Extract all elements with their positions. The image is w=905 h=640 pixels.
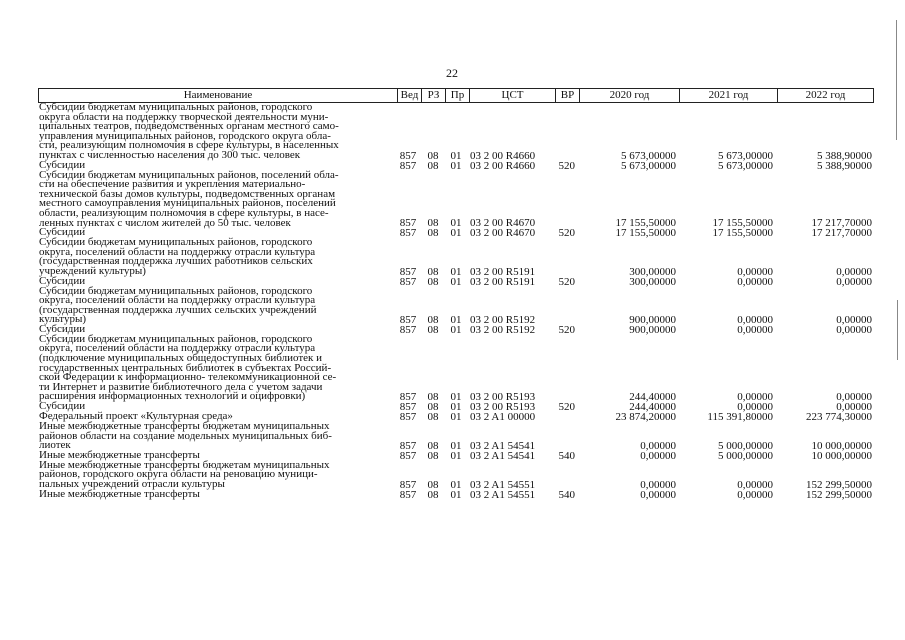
row-name-line: Субсидии бюджетам муниципальных районов, городского [39,236,313,249]
table-row [38,332,874,404]
ved-code: 857 [399,401,417,414]
amount-2020: 23 874,20000 [615,411,676,424]
row-name-line: Субсидии бюджетам муниципальных районов, городского [39,284,313,297]
section-code: 08 [427,313,439,326]
amount-2022: 152 299,50000 [806,478,872,491]
row-name-line: Федеральный проект «Культурная среда» [39,410,233,423]
amount-2020: 300,00000 [629,265,676,278]
amount-2021: 5 000,00000 [718,439,773,452]
amount-2021: 0,00000 [737,313,773,326]
row-name-line: Субсидии [39,322,86,335]
row-name [38,284,394,326]
amount-2021: 17 155,50000 [712,227,773,240]
row-name-line: лиотек [39,439,71,452]
scan-edge-mark [897,300,898,360]
target-item-code: 03 2 00 R4660 [470,159,536,172]
row-name-line: ленных пунктах с числом жителей до 50 тыс. человек [39,216,291,229]
subsection-code: 01 [450,227,462,240]
budget-table-body [38,103,874,500]
target-item-code: 03 2 A1 54541 [470,439,536,452]
row-name [38,238,394,276]
row-name-line: технической базы домов культуры, подведомственных органам [39,187,336,200]
target-item-code: 03 2 A1 54541 [470,449,536,462]
subsection-code: 01 [450,149,462,162]
ved-code: 857 [399,313,417,326]
header-rz: РЗ [421,89,445,102]
amount-2020: 244,40000 [629,391,676,404]
row-name-line: Иные межбюджетные трансферты [39,448,200,461]
row-name-line: Иные межбюджетные трансферты бюджетам муниципальных [39,458,330,471]
subsection-code: 01 [450,488,462,501]
ved-code: 857 [399,478,417,491]
amount-2020: 0,00000 [640,488,676,501]
amount-2022: 152 299,50000 [806,488,872,501]
row-name-line: (государственная поддержка лучших сельских учреждений [39,303,317,316]
amount-2020: 900,00000 [629,313,676,326]
row-name-line: округа области на поддержку творческой деятельности муни- [39,110,329,123]
ved-code: 857 [399,227,417,240]
row-name-line: Субсидии [39,158,86,171]
expense-type-code: 520 [558,323,575,336]
header-ved: Вед [397,89,421,102]
section-code: 08 [427,401,439,414]
row-name-line: округа, поселений области на поддержку отрасли культура [39,294,316,307]
section-code: 08 [427,488,439,501]
row-name-line: округа, поселений области на поддержку отрасли культура [39,342,316,355]
row-name-line: расширения информационных технологий и оцифровки) [39,390,306,403]
row-name-line: местного самоуправления муниципальных районов, поселений [39,197,336,210]
row-name-line: Субсидии бюджетам муниципальных районов, поселений обла- [39,168,339,181]
section-code: 08 [427,227,439,240]
subsection-code: 01 [450,323,462,336]
target-item-code: 03 2 00 R5192 [470,313,536,326]
header-cst: ЦСТ [469,89,555,102]
target-item-code: 03 2 00 R4670 [470,227,536,240]
section-code: 08 [427,449,439,462]
amount-2021: 0,00000 [737,391,773,404]
ved-code: 857 [399,265,417,278]
target-item-code: 03 2 00 R5193 [470,391,536,404]
table-row [38,168,874,230]
row-name-line: культуры) [39,313,87,326]
amount-2022: 5 388,90000 [817,159,872,172]
ved-code: 857 [399,149,417,162]
row-name [38,458,394,490]
row-name-line: сти на обеспечение развития и укрепления материально- [39,178,306,191]
section-code: 08 [427,411,439,424]
section-code: 08 [427,275,439,288]
amount-2022: 0,00000 [836,313,872,326]
table-row [38,284,874,326]
target-item-code: 03 2 00 R5193 [470,401,536,414]
row-name [38,168,394,229]
row-name-line: пунктах с численностью населения до 300 тыс. человек [39,148,301,161]
amount-2020: 244,40000 [629,401,676,414]
page-number: 22 [446,66,458,80]
amount-2022: 10 000,00000 [811,439,872,452]
amount-2021: 17 155,50000 [712,217,773,230]
ved-code: 857 [399,275,417,288]
expense-type-code: 540 [558,488,575,501]
ved-code: 857 [399,449,417,462]
subsection-code: 01 [450,439,462,452]
table-row [38,422,874,451]
subsection-code: 01 [450,275,462,288]
row-name [38,422,394,451]
row-name-line: (подключение муниципальных общедоступных библиотек и [39,352,323,365]
row-name-line: управления муниципальных районов, городского округа обла- [39,129,331,142]
row-name-line: ти Интернет и развитие библиотечного дела с учетом задачи [39,380,323,393]
section-code: 08 [427,391,439,404]
ved-code: 857 [399,217,417,230]
subsection-code: 01 [450,449,462,462]
subsection-code: 01 [450,265,462,278]
amount-2021: 5 673,00000 [718,159,773,172]
row-name-line: области, реализующим полномочия в сфере культуры, в насе- [39,206,329,219]
ved-code: 857 [399,391,417,404]
header-2022: 2022 год [777,89,873,102]
scan-edge-mark [896,20,897,140]
subsection-code: 01 [450,159,462,172]
amount-2022: 5 388,90000 [817,149,872,162]
amount-2021: 0,00000 [737,488,773,501]
amount-2022: 10 000,00000 [811,449,872,462]
target-item-code: 03 2 00 R5191 [470,265,536,278]
target-item-code: 03 2 00 R5191 [470,275,536,288]
ved-code: 857 [399,439,417,452]
amount-2020: 300,00000 [629,275,676,288]
table-row [38,103,874,161]
amount-2021: 5 673,00000 [718,149,773,162]
target-item-code: 03 2 A1 54551 [470,488,536,501]
amount-2022: 17 217,70000 [811,217,872,230]
row-name-line: пальных учреждений отрасли культуры [39,478,225,490]
target-item-code: 03 2 A1 54551 [470,478,536,491]
amount-2020: 0,00000 [640,439,676,452]
target-item-code: 03 2 A1 00000 [470,411,536,424]
table-row [38,458,874,491]
row-name-line: ской Федерации к информационно- телекоммуникационной се- [39,371,337,384]
row-name-line: Субсидии бюджетам муниципальных районов, городского [39,101,313,113]
header-name: Наименование [183,89,253,101]
subsection-code: 01 [450,478,462,491]
table-row [38,487,874,501]
row-name-line: ципальных театров, подведомственных органам местного само- [39,120,339,133]
expense-type-code: 520 [558,159,575,172]
row-name-line: Субсидии [39,226,86,239]
ved-code: 857 [399,488,417,501]
header-vr: ВР [555,89,579,102]
amount-2021: 0,00000 [737,275,773,288]
section-code: 08 [427,323,439,336]
amount-2021: 0,00000 [737,401,773,414]
amount-2021: 0,00000 [737,323,773,336]
row-name-line: районов, городского округа области на реновацию муници- [39,468,318,481]
row-name-line: Иные межбюджетные трансферты [39,487,200,500]
header-2021: 2021 год [679,89,777,102]
row-name-line: государственных центральных библиотек в субъектах Россий- [39,361,332,374]
amount-2020: 0,00000 [640,449,676,462]
table-row [38,238,874,276]
target-item-code: 03 2 00 R4660 [470,149,536,162]
expense-type-code: 520 [558,227,575,240]
row-name [38,487,394,500]
target-item-code: 03 2 00 R4670 [470,217,536,230]
subsection-code: 01 [450,391,462,404]
amount-2020: 17 155,50000 [615,227,676,240]
amount-2021: 0,00000 [737,265,773,278]
amount-2022: 0,00000 [836,391,872,404]
subsection-code: 01 [450,401,462,414]
header-pr: Пр [445,89,469,102]
row-name [38,332,394,403]
expense-type-code: 520 [558,275,575,288]
section-code: 08 [427,265,439,278]
expense-type-code: 520 [558,401,575,414]
row-name-line: Иные межбюджетные трансферты бюджетам муниципальных [39,420,330,433]
amount-2022: 0,00000 [836,265,872,278]
row-name [38,103,394,161]
row-name-line: округа, поселений области на поддержку отрасли культура [39,245,316,258]
subsection-code: 01 [450,411,462,424]
amount-2020: 900,00000 [629,323,676,336]
row-name-line: (государственная поддержка лучших работников сельских [39,255,313,268]
row-name-line: сти, реализующим полномочия в сфере культуры, в населенных [39,139,339,152]
row-name-line: районов области на создание модельных муниципальных биб- [39,429,332,442]
amount-2020: 5 673,00000 [621,149,676,162]
amount-2021: 115 391,80000 [707,411,773,424]
header-2020: 2020 год [579,89,679,102]
subsection-code: 01 [450,313,462,326]
ved-code: 857 [399,323,417,336]
amount-2022: 0,00000 [836,275,872,288]
amount-2021: 5 000,00000 [718,449,773,462]
amount-2022: 0,00000 [836,323,872,336]
amount-2020: 17 155,50000 [615,217,676,230]
row-name-line: Субсидии [39,274,86,287]
target-item-code: 03 2 00 R5192 [470,323,536,336]
row-name-line: Субсидии [39,400,86,413]
amount-2020: 0,00000 [640,478,676,491]
amount-2022: 0,00000 [836,401,872,414]
subsection-code: 01 [450,217,462,230]
amount-2022: 223 774,30000 [806,411,872,424]
section-code: 08 [427,159,439,172]
section-code: 08 [427,478,439,491]
ved-code: 857 [399,159,417,172]
amount-2020: 5 673,00000 [621,159,676,172]
section-code: 08 [427,149,439,162]
expense-type-code: 540 [558,449,575,462]
amount-2021: 0,00000 [737,478,773,491]
row-name-line: учреждений культуры) [39,264,146,277]
section-code: 08 [427,439,439,452]
ved-code: 857 [399,411,417,424]
row-name-line: Субсидии бюджетам муниципальных районов, городского [39,332,313,345]
section-code: 08 [427,217,439,230]
amount-2022: 17 217,70000 [811,227,872,240]
